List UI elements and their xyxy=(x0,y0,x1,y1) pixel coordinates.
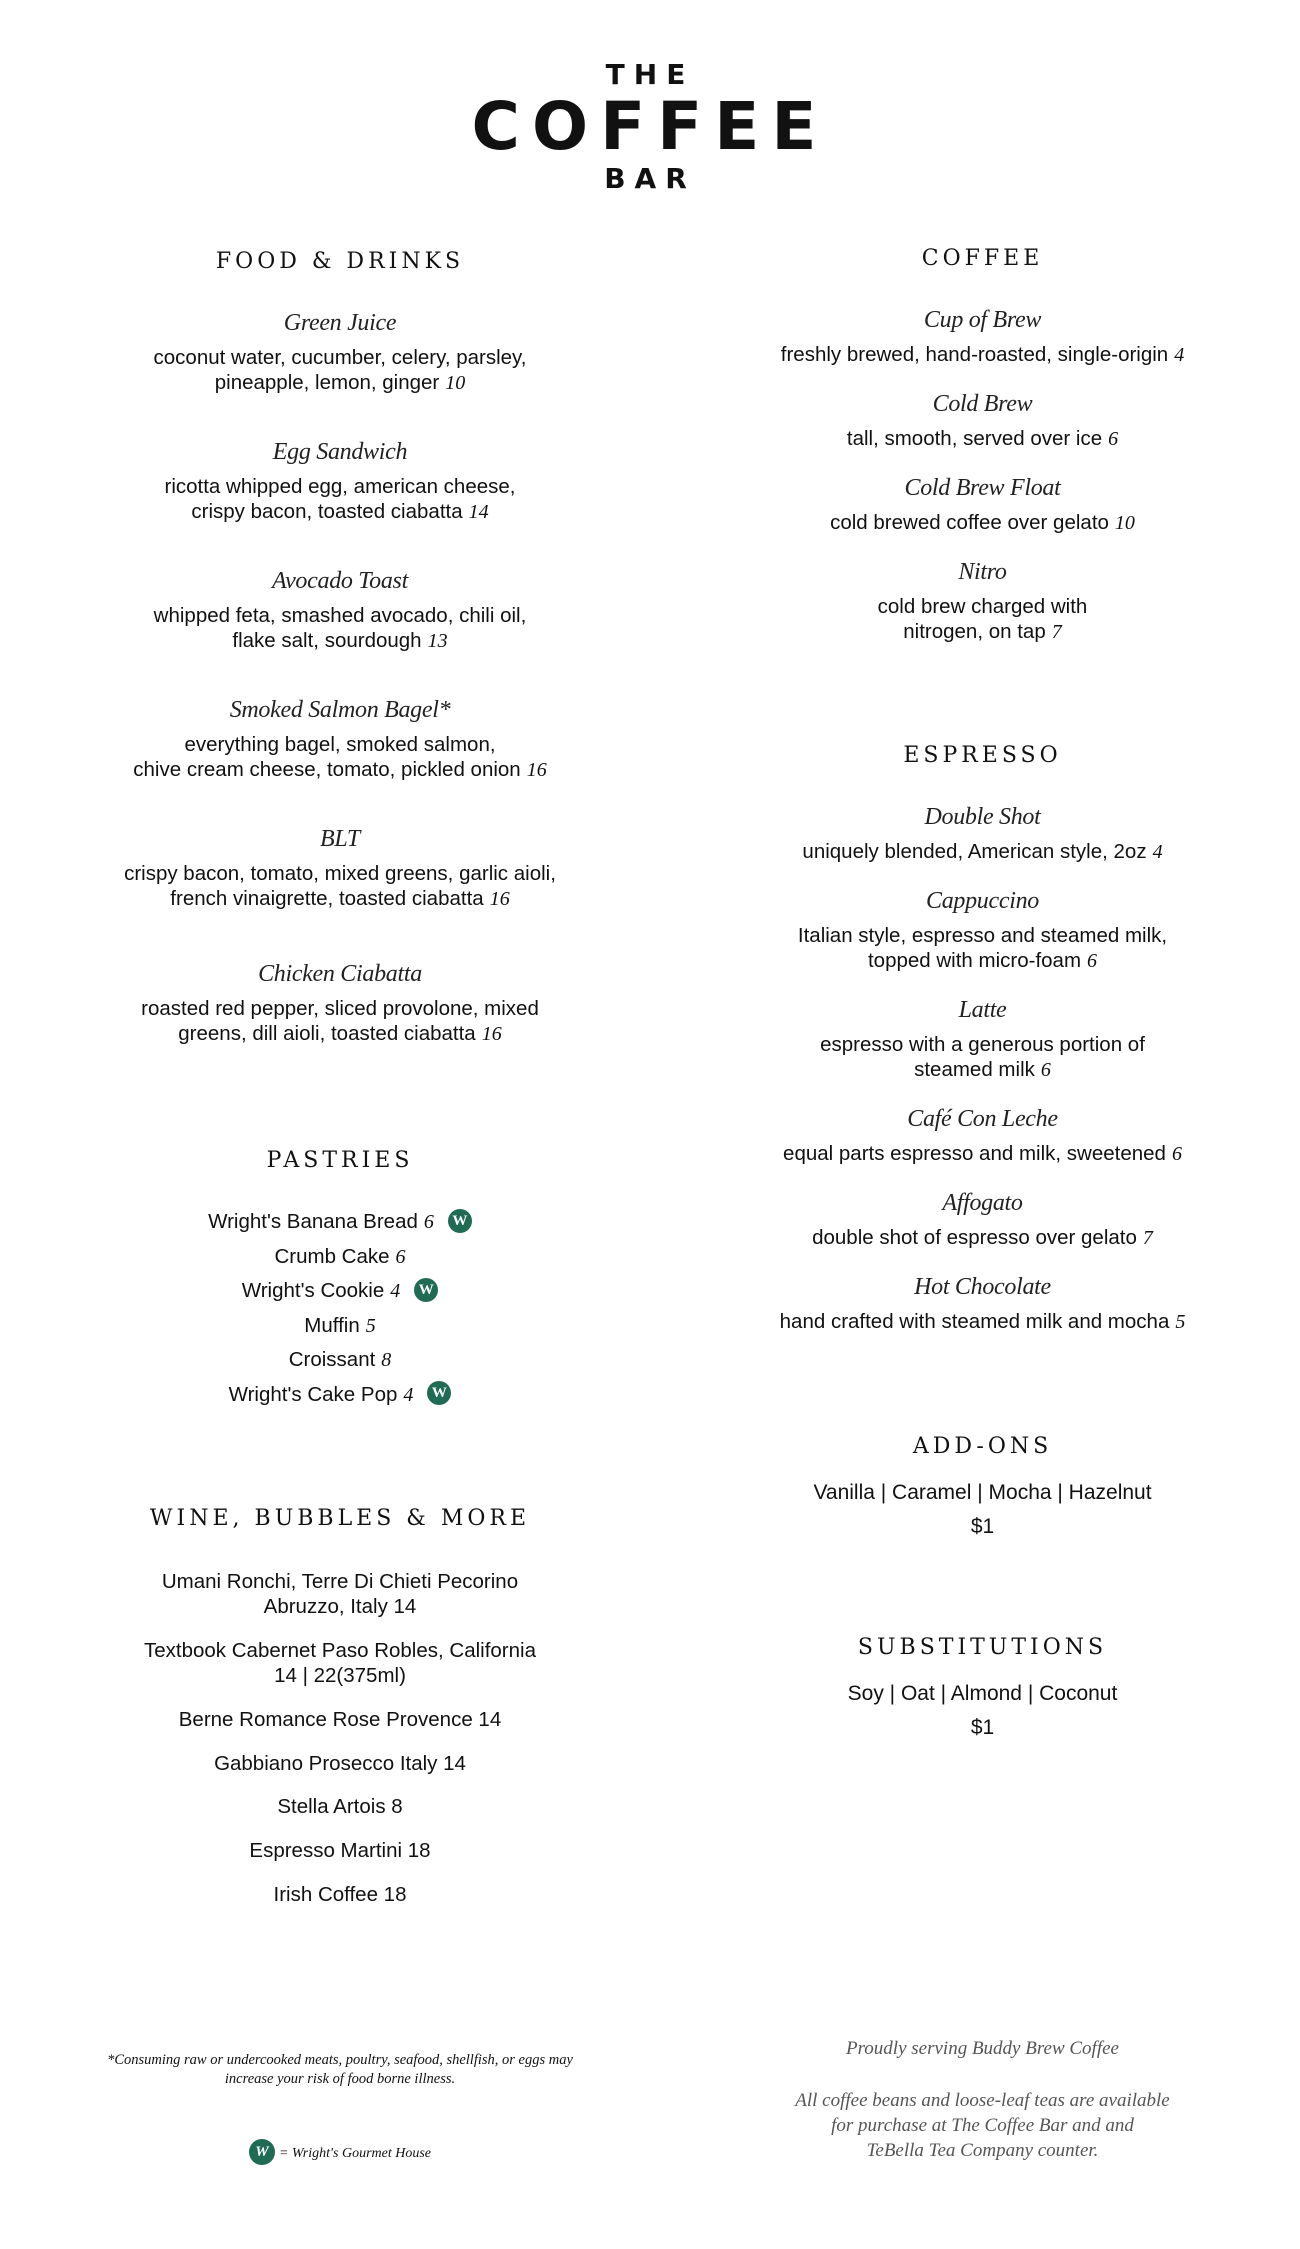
menu-item-egg-sandwich xyxy=(80,439,600,525)
logo-bar: BAR xyxy=(604,162,696,195)
item-desc-line: Italian style, espresso and steamed milk, xyxy=(797,924,1168,947)
pastry-name: Croissant xyxy=(288,1348,376,1371)
wine-line: Textbook Cabernet Paso Robles, California xyxy=(144,1639,536,1662)
item-desc-line: ricotta whipped egg, american cheese, xyxy=(164,475,516,498)
pastry-name: Wright's Cake Pop xyxy=(228,1382,398,1406)
pastry-price: 8 xyxy=(381,1349,392,1371)
item-name: Double Shot xyxy=(924,804,1041,830)
item-desc-line: equal parts espresso and milk, sweetened xyxy=(783,1142,1166,1165)
item-name: Avocado Toast xyxy=(272,568,408,594)
item-price: 10 xyxy=(445,372,466,394)
logo-the: THE xyxy=(605,58,695,91)
item-price: 7 xyxy=(1142,1227,1153,1249)
section-heading-espresso: ESPRESSO xyxy=(903,743,1062,768)
item-name: Chicken Ciabatta xyxy=(258,961,422,987)
pastry-name: Crumb Cake xyxy=(274,1244,390,1268)
item-name: BLT xyxy=(320,826,360,852)
item-price: 16 xyxy=(526,759,547,781)
menu-item-cold-brew xyxy=(730,391,1235,452)
menu-item-cup-of-brew xyxy=(730,307,1235,368)
wine-line: Gabbiano Prosecco Italy 14 xyxy=(214,1752,466,1775)
wine-line: 14 | 22(375ml) xyxy=(274,1664,406,1687)
item-name: Cold Brew xyxy=(932,391,1033,417)
item-name: Latte xyxy=(958,997,1007,1023)
serving-line: for purchase at The Coffee Bar and and xyxy=(831,2115,1134,2136)
pastry-price: 4 xyxy=(390,1280,401,1302)
item-name: Nitro xyxy=(958,559,1007,585)
pastry-name: Wright's Banana Bread xyxy=(208,1210,418,1233)
legend-text: = Wright's Gourmet House xyxy=(278,2146,432,2162)
wine-item xyxy=(80,1882,600,1907)
item-description xyxy=(730,426,1235,452)
pastries-section xyxy=(80,1148,600,1173)
item-price: 7 xyxy=(1051,621,1062,643)
coffee-section xyxy=(730,246,1235,271)
section-heading-pastries: PASTRIES xyxy=(266,1148,414,1173)
right-column xyxy=(730,0,1235,2249)
item-description xyxy=(730,839,1235,865)
item-description xyxy=(730,1141,1235,1167)
addons-section xyxy=(730,1434,1235,1459)
addons-price: $1 xyxy=(970,1515,995,1538)
wine-item xyxy=(80,1707,600,1732)
item-price: 5 xyxy=(1175,1311,1186,1333)
item-price: 16 xyxy=(489,888,510,910)
item-desc-line: whipped feta, smashed avocado, chili oil, xyxy=(153,604,527,627)
footnote-line: increase your risk of food borne illness. xyxy=(224,2071,456,2087)
wrights-legend xyxy=(80,2141,600,2167)
item-desc-line: tall, smooth, served over ice xyxy=(846,427,1103,450)
item-price: 6 xyxy=(1108,428,1119,450)
pastry-price: 4 xyxy=(403,1383,414,1406)
substitutions-options xyxy=(730,1677,1235,1745)
wine-item xyxy=(80,1638,600,1688)
item-desc-line: roasted red pepper, sliced provolone, mixed xyxy=(141,997,539,1020)
item-desc-line: coconut water, cucumber, celery, parsley, xyxy=(153,346,527,369)
item-name: Cup of Brew xyxy=(923,307,1042,333)
menu-item-chicken-ciabatta xyxy=(80,961,600,1047)
item-description xyxy=(730,510,1235,536)
item-description xyxy=(730,1032,1235,1083)
pastry-name: Muffin xyxy=(304,1313,360,1337)
item-description xyxy=(730,342,1235,368)
item-price: 4 xyxy=(1152,841,1163,863)
substitutions-list: Soy | Oat | Almond | Coconut xyxy=(847,1682,1118,1705)
serving-note xyxy=(730,2036,1235,2163)
pastry-item xyxy=(80,1240,600,1275)
item-name: Affogato xyxy=(942,1190,1023,1216)
item-price: 6 xyxy=(1171,1143,1182,1165)
wine-item xyxy=(80,1569,600,1619)
item-description xyxy=(80,603,600,654)
item-price: 6 xyxy=(1040,1059,1051,1081)
section-heading-coffee: COFFEE xyxy=(921,246,1044,271)
addons-options xyxy=(730,1476,1235,1544)
item-description xyxy=(80,732,600,783)
wine-item xyxy=(80,1838,600,1863)
pastry-price: 6 xyxy=(423,1211,434,1233)
footnote-line: *Consuming raw or undercooked meats, poultry, seafood, shellfish, or eggs may xyxy=(107,2052,573,2068)
item-desc-line: double shot of espresso over gelato xyxy=(812,1226,1137,1249)
menu-item-blt xyxy=(80,826,600,912)
pastry-item xyxy=(80,1205,600,1240)
item-description xyxy=(80,345,600,396)
item-name: Green Juice xyxy=(283,310,397,336)
item-desc-line: steamed milk xyxy=(914,1058,1035,1081)
left-column xyxy=(80,0,600,2249)
food-section xyxy=(80,249,600,274)
item-desc-line: chive cream cheese, tomato, pickled onion xyxy=(133,758,521,781)
section-heading-food: FOOD & DRINKS xyxy=(215,249,465,274)
wine-line: Berne Romance Rose Provence 14 xyxy=(178,1708,502,1731)
menu-item-cappuccino xyxy=(730,888,1235,974)
item-description xyxy=(730,594,1235,645)
item-desc-line: topped with micro-foam xyxy=(867,949,1082,972)
pastry-item xyxy=(80,1309,600,1344)
pastry-item xyxy=(80,1378,600,1413)
item-description xyxy=(730,1225,1235,1251)
item-desc-line: cold brewed coffee over gelato xyxy=(830,511,1109,534)
item-price: 16 xyxy=(481,1023,502,1045)
item-price: 6 xyxy=(1087,950,1098,972)
item-price: 10 xyxy=(1114,512,1135,534)
section-heading-wine: WINE, BUBBLES & MORE xyxy=(149,1506,531,1531)
item-desc-line: nitrogen, on tap xyxy=(903,620,1046,643)
logo-coffee: COFFEE xyxy=(471,88,829,165)
section-heading-addons: ADD-ONS xyxy=(912,1434,1053,1459)
item-name: Cappuccino xyxy=(926,888,1039,914)
item-desc-line: freshly brewed, hand-roasted, single-origin xyxy=(780,343,1169,366)
item-desc-line: crispy bacon, toasted ciabatta xyxy=(191,500,463,523)
wine-item xyxy=(80,1751,600,1776)
wine-line: Abruzzo, Italy 14 xyxy=(263,1595,417,1618)
espresso-section xyxy=(730,743,1235,768)
serving-line: TeBella Tea Company counter. xyxy=(866,2140,1099,2161)
addons-list: Vanilla | Caramel | Mocha | Hazelnut xyxy=(813,1481,1152,1504)
wine-item xyxy=(80,1794,600,1819)
item-description xyxy=(80,996,600,1047)
item-desc-line: pineapple, lemon, ginger xyxy=(214,371,440,394)
wrights-badge-icon: W xyxy=(249,2139,275,2165)
pastry-item xyxy=(80,1274,600,1309)
section-heading-substitutions: SUBSTITUTIONS xyxy=(857,1635,1108,1660)
menu-item-green-juice xyxy=(80,310,600,396)
item-price: 14 xyxy=(468,501,489,523)
food-safety-footnote xyxy=(70,2051,610,2089)
pastry-price: 6 xyxy=(395,1245,406,1268)
item-description xyxy=(80,861,600,912)
item-desc-line: french vinaigrette, toasted ciabatta xyxy=(170,887,484,910)
menu-item-nitro xyxy=(730,559,1235,645)
pastry-name: Wright's Cookie xyxy=(241,1279,385,1302)
wine-line: Umani Ronchi, Terre Di Chieti Pecorino xyxy=(161,1570,519,1593)
pastry-item xyxy=(80,1343,600,1378)
pastries-list xyxy=(80,1205,600,1412)
item-name: Hot Chocolate xyxy=(914,1274,1051,1300)
substitutions-section xyxy=(730,1635,1235,1660)
wine-line: Espresso Martini 18 xyxy=(249,1839,431,1862)
item-desc-line: greens, dill aioli, toasted ciabatta xyxy=(178,1022,476,1045)
item-name: Smoked Salmon Bagel* xyxy=(229,697,451,723)
item-description xyxy=(730,1309,1235,1335)
menu-item-cafe-con-leche xyxy=(730,1106,1235,1167)
item-desc-line: crispy bacon, tomato, mixed greens, garlic aioli, xyxy=(124,862,556,885)
item-description xyxy=(80,474,600,525)
serving-line: Proudly serving Buddy Brew Coffee xyxy=(846,2038,1119,2059)
wine-line: Stella Artois 8 xyxy=(277,1795,403,1818)
substitutions-price: $1 xyxy=(970,1716,995,1739)
menu-item-latte xyxy=(730,997,1235,1083)
item-name: Egg Sandwich xyxy=(272,439,408,465)
menu-item-hot-chocolate xyxy=(730,1274,1235,1335)
pastry-price: 5 xyxy=(365,1314,376,1337)
item-desc-line: uniquely blended, American style, 2oz xyxy=(802,840,1147,863)
menu-item-double-shot xyxy=(730,804,1235,865)
menu-item-smoked-salmon-bagel xyxy=(80,697,600,783)
menu-item-affogato xyxy=(730,1190,1235,1251)
item-price: 4 xyxy=(1174,344,1185,366)
item-name: Cold Brew Float xyxy=(904,475,1061,501)
item-desc-line: everything bagel, smoked salmon, xyxy=(184,733,496,756)
item-desc-line: flake salt, sourdough xyxy=(232,629,422,652)
wrights-badge-icon: W xyxy=(427,1381,451,1405)
item-description xyxy=(730,923,1235,974)
wrights-badge-icon: W xyxy=(414,1278,438,1302)
wine-line: Irish Coffee 18 xyxy=(273,1883,407,1906)
menu-item-avocado-toast xyxy=(80,568,600,654)
item-desc-line: espresso with a generous portion of xyxy=(820,1033,1145,1056)
item-desc-line: cold brew charged with xyxy=(877,595,1088,618)
wine-section xyxy=(80,1506,600,1531)
wrights-badge-icon: W xyxy=(448,1209,472,1233)
item-name: Café Con Leche xyxy=(907,1106,1058,1132)
menu-item-cold-brew-float xyxy=(730,475,1235,536)
item-price: 13 xyxy=(427,630,448,652)
item-desc-line: hand crafted with steamed milk and mocha xyxy=(779,1310,1170,1333)
serving-line: All coffee beans and loose-leaf teas are available xyxy=(795,2090,1170,2111)
